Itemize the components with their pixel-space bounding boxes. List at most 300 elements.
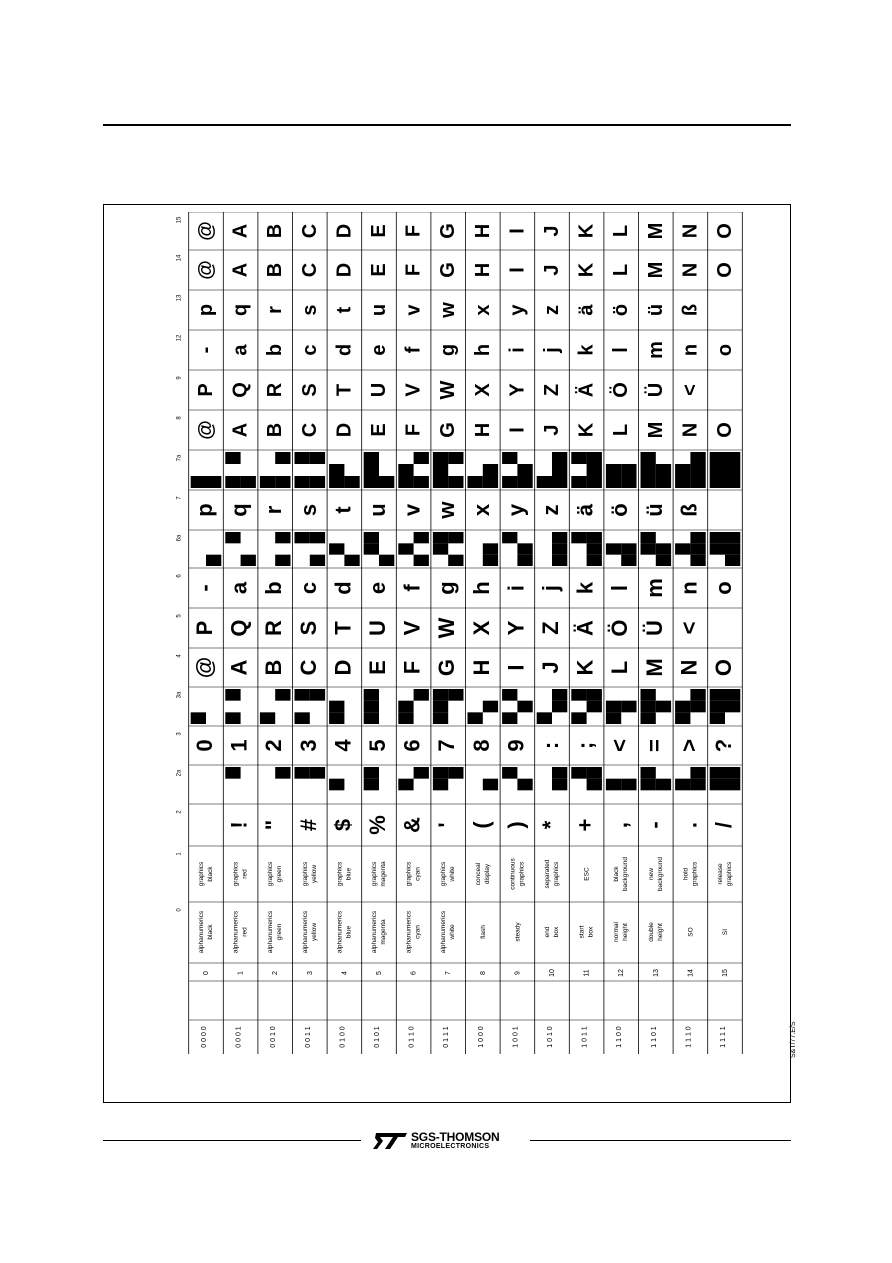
mosaic-block — [225, 532, 240, 543]
character-glyph: " — [261, 819, 287, 831]
mosaic-block — [552, 543, 567, 554]
character-glyph: H — [468, 659, 494, 676]
character-glyph: n — [676, 581, 702, 595]
mosaic-block — [587, 464, 602, 476]
character-glyph: / — [711, 821, 736, 829]
row-number: 2 — [272, 971, 280, 975]
alpha-control-label: box — [553, 926, 560, 938]
extended-glyph: D — [333, 262, 356, 278]
row-bits: 1 1 1 0 — [685, 1026, 693, 1048]
row-number: 8 — [479, 971, 487, 975]
mosaic-block — [656, 555, 671, 566]
mosaic-block — [191, 712, 206, 724]
mosaic-block — [690, 464, 705, 476]
mosaic-block — [710, 712, 725, 724]
mosaic-block — [398, 476, 413, 488]
mosaic-block — [414, 452, 429, 464]
character-glyph: Z — [538, 621, 563, 635]
alpha-control-label: double — [647, 922, 655, 942]
mosaic-block — [379, 555, 394, 566]
alpha-control-label: red — [241, 927, 249, 937]
character-glyph: D — [330, 659, 356, 676]
extended-glyph: L — [610, 263, 633, 277]
alpha-control-label: alphanumerics — [198, 910, 205, 954]
row-number: 10 — [549, 969, 556, 977]
character-glyph: g — [434, 581, 460, 595]
row-number: 4 — [341, 971, 349, 975]
mosaic-block — [587, 701, 602, 713]
character-glyph: O — [711, 658, 736, 677]
mosaic-block — [433, 767, 448, 779]
mosaic-block — [502, 532, 517, 543]
extended-glyph: F — [402, 224, 425, 238]
extended-glyph: C — [298, 223, 321, 239]
extended-glyph: N — [679, 422, 702, 438]
mosaic-block — [502, 476, 517, 488]
graphics-control-label: separated — [544, 859, 551, 889]
graphics-control-label: continuous — [509, 858, 517, 890]
character-glyph: S — [295, 620, 321, 636]
character-glyph: I — [503, 664, 529, 671]
character-glyph: q — [226, 503, 252, 517]
mosaic-block — [502, 452, 517, 464]
extended-glyph: Y — [506, 383, 529, 397]
character-glyph: K — [572, 659, 598, 676]
character-glyph: ß — [676, 503, 702, 517]
character-glyph: Ü — [641, 620, 667, 636]
mosaic-block — [606, 476, 621, 488]
mosaic-block — [433, 689, 448, 701]
mosaic-block — [606, 701, 621, 713]
mosaic-block — [502, 689, 517, 701]
mosaic-block — [517, 701, 532, 713]
character-glyph: t — [330, 506, 356, 514]
extended-glyph: I — [506, 267, 529, 273]
alpha-control-label: SO — [687, 927, 695, 937]
graphics-control-label: graphics — [691, 861, 699, 887]
character-glyph: Y — [503, 620, 529, 636]
extended-glyph: L — [610, 224, 633, 238]
character-glyph: m — [641, 578, 667, 598]
alpha-control-label: alphanumerics — [232, 910, 240, 954]
character-glyph: U — [365, 620, 390, 636]
mosaic-block — [552, 767, 567, 779]
extended-glyph: F — [402, 263, 425, 277]
company-logo — [373, 1129, 528, 1153]
mosaic-block — [468, 712, 483, 724]
mosaic-block — [725, 476, 740, 488]
extended-glyph: ö — [610, 303, 633, 317]
mosaic-block — [433, 532, 448, 543]
extended-glyph: Ö — [610, 382, 633, 398]
character-glyph: 0 — [192, 739, 217, 752]
row-bits: 1 0 1 0 — [547, 1026, 554, 1048]
extended-glyph: Ä — [575, 382, 598, 398]
mosaic-block — [295, 476, 310, 488]
alpha-control-label: end — [544, 926, 551, 938]
extended-glyph: Q — [229, 382, 252, 398]
mosaic-block — [552, 532, 567, 543]
mosaic-block — [710, 476, 725, 488]
alpha-control-label: alphanumerics — [267, 910, 275, 954]
row-bits: 0 0 0 1 — [235, 1026, 243, 1048]
extended-glyph: S — [298, 383, 321, 397]
mosaic-block — [433, 712, 448, 724]
alpha-control-label: alphanumerics — [336, 910, 344, 954]
mosaic-block — [690, 779, 705, 791]
character-glyph: ' — [434, 822, 460, 828]
mosaic-block — [552, 555, 567, 566]
extended-glyph: ß — [679, 303, 702, 317]
mosaic-block — [517, 555, 532, 566]
character-code-table — [140, 212, 752, 1054]
graphics-control-label: green — [276, 865, 284, 883]
character-glyph: Ö — [607, 619, 633, 637]
extended-glyph: O — [714, 422, 736, 438]
character-glyph: A — [226, 659, 252, 676]
mosaic-block — [537, 712, 552, 724]
column-number: 2a — [176, 769, 183, 777]
mosaic-block — [675, 543, 690, 554]
mosaic-block — [310, 767, 325, 779]
character-glyph: w — [434, 501, 460, 519]
character-glyph: T — [330, 621, 356, 635]
graphics-control-label: ESC — [583, 867, 591, 881]
mosaic-block — [329, 779, 344, 791]
column-number: 14 — [176, 254, 183, 262]
row-bits: 0 1 0 0 — [339, 1026, 347, 1048]
mosaic-block — [448, 476, 463, 488]
extended-glyph: P — [195, 383, 217, 397]
extended-glyph: C — [298, 262, 321, 278]
column-number: 13 — [176, 294, 183, 302]
mosaic-block — [690, 543, 705, 554]
character-glyph: - — [641, 821, 667, 829]
extended-glyph: m — [644, 341, 667, 359]
mosaic-block — [675, 476, 690, 488]
mosaic-block — [414, 767, 429, 779]
mosaic-block — [690, 532, 705, 543]
row-number: 6 — [410, 971, 418, 975]
character-glyph: ; — [572, 741, 598, 750]
row-number: 0 — [203, 971, 210, 975]
mosaic-block — [329, 464, 344, 476]
extended-glyph: Ü — [644, 382, 667, 398]
mosaic-block — [433, 701, 448, 713]
mosaic-block — [587, 779, 602, 791]
character-glyph: u — [365, 503, 390, 517]
mosaic-block — [344, 555, 359, 566]
extended-glyph: U — [368, 382, 390, 398]
alpha-control-label: green — [276, 923, 284, 941]
character-glyph: 1 — [226, 739, 252, 752]
mosaic-block — [448, 532, 463, 543]
mosaic-block — [502, 712, 517, 724]
extended-glyph: I — [506, 427, 529, 433]
extended-glyph: A — [229, 422, 252, 438]
mosaic-block — [621, 543, 636, 554]
character-glyph: a — [226, 581, 252, 595]
mosaic-block — [275, 532, 290, 543]
character-glyph: d — [330, 581, 356, 595]
character-glyph: # — [295, 818, 321, 832]
graphics-control-label: blue — [345, 867, 353, 881]
mosaic-block — [364, 712, 379, 724]
mosaic-block — [225, 712, 240, 724]
character-glyph: : — [538, 741, 563, 750]
character-glyph: = — [641, 739, 667, 752]
character-glyph: o — [711, 581, 736, 595]
mosaic-block — [587, 543, 602, 554]
extended-glyph: Z — [541, 383, 563, 397]
alpha-control-label: alphanumerics — [301, 910, 309, 954]
extended-glyph: y — [506, 304, 529, 316]
mosaic-block — [587, 476, 602, 488]
character-glyph: X — [468, 620, 494, 636]
character-glyph: j — [538, 584, 563, 592]
mosaic-block — [552, 689, 567, 701]
mosaic-block — [310, 452, 325, 464]
graphics-control-label: graphics — [198, 861, 205, 887]
row-number: 11 — [583, 969, 591, 977]
extended-glyph: @ — [195, 260, 217, 280]
mosaic-block — [725, 701, 740, 713]
mosaic-block — [587, 555, 602, 566]
extended-glyph: V — [402, 383, 425, 397]
mosaic-block — [295, 532, 310, 543]
column-number: 12 — [176, 334, 183, 342]
mosaic-block — [225, 452, 240, 464]
column-number: 7a — [176, 454, 183, 462]
extended-glyph: K — [575, 422, 598, 438]
extended-glyph: O — [714, 262, 736, 278]
character-glyph: k — [572, 581, 598, 595]
mosaic-block — [537, 476, 552, 488]
character-glyph: * — [538, 820, 563, 830]
alpha-control-label: height — [622, 923, 630, 941]
mosaic-block — [710, 464, 725, 476]
footer-rule-right — [530, 1140, 791, 1141]
column-number: 1 — [176, 852, 183, 856]
character-glyph: h — [468, 581, 494, 595]
mosaic-block — [621, 476, 636, 488]
mosaic-block — [710, 689, 725, 701]
mosaic-block — [725, 452, 740, 464]
extended-glyph: B — [264, 262, 287, 278]
extended-glyph: J — [541, 264, 563, 276]
extended-glyph: x — [471, 304, 494, 316]
mosaic-block — [448, 689, 463, 701]
extended-glyph: k — [575, 344, 598, 356]
mosaic-block — [448, 767, 463, 779]
character-glyph: p — [192, 503, 217, 517]
mosaic-block — [725, 555, 740, 566]
mosaic-block — [448, 452, 463, 464]
graphics-control-label: graphics — [301, 861, 309, 887]
extended-glyph: q — [229, 303, 252, 317]
mosaic-block — [295, 452, 310, 464]
extended-glyph: b — [264, 343, 287, 357]
row-number: 3 — [306, 971, 314, 975]
character-glyph: N — [676, 659, 702, 676]
mosaic-block — [310, 532, 325, 543]
mosaic-block — [587, 452, 602, 464]
mosaic-block — [364, 532, 379, 543]
mosaic-block — [690, 476, 705, 488]
mosaic-block — [310, 476, 325, 488]
alpha-control-label: flash — [479, 925, 487, 939]
row-number: 7 — [445, 971, 453, 975]
character-glyph: 4 — [330, 739, 356, 752]
header-rule — [103, 124, 791, 126]
character-glyph: i — [503, 584, 529, 592]
character-glyph: B — [261, 659, 287, 676]
extended-glyph: t — [333, 306, 356, 314]
mosaic-block — [191, 476, 206, 488]
alpha-control-label: box — [587, 926, 595, 938]
mosaic-block — [414, 476, 429, 488]
extended-glyph: G — [437, 422, 460, 438]
extended-glyph: R — [264, 382, 287, 398]
column-number: 8 — [176, 416, 183, 420]
mosaic-block — [641, 689, 656, 701]
character-glyph: M — [641, 658, 667, 677]
row-bits: 0 0 1 0 — [270, 1026, 278, 1048]
mosaic-block — [552, 476, 567, 488]
character-glyph: y — [503, 503, 529, 517]
graphics-control-label: graphics — [553, 861, 560, 887]
extended-glyph: @ — [195, 221, 217, 241]
extended-glyph: ü — [644, 303, 667, 317]
extended-glyph: E — [368, 224, 390, 238]
character-glyph: 9 — [503, 739, 529, 752]
mosaic-block — [606, 712, 621, 724]
row-bits: 1 0 0 1 — [512, 1026, 520, 1048]
character-glyph: + — [572, 818, 598, 832]
character-glyph: ? — [711, 738, 736, 753]
alpha-control-label: alphanumerics — [440, 910, 448, 954]
extended-glyph: K — [575, 223, 598, 239]
character-glyph: l — [607, 584, 633, 592]
mosaic-block — [641, 464, 656, 476]
mosaic-block — [571, 476, 586, 488]
mosaic-block — [295, 767, 310, 779]
extended-glyph: H — [471, 223, 494, 239]
character-glyph: b — [261, 581, 287, 595]
extended-glyph: T — [333, 383, 356, 397]
mosaic-block — [329, 701, 344, 713]
extended-glyph: z — [541, 305, 563, 315]
row-bits: 1 1 0 1 — [650, 1026, 658, 1048]
graphics-control-label: graphics — [267, 861, 275, 887]
mosaic-block — [656, 464, 671, 476]
mosaic-block — [725, 532, 740, 543]
character-glyph: < — [607, 739, 633, 752]
graphics-control-label: display — [483, 863, 491, 885]
mosaic-block — [641, 767, 656, 779]
extended-glyph: L — [610, 423, 633, 437]
row-bits: 1 1 0 0 — [616, 1026, 624, 1048]
mosaic-block — [641, 476, 656, 488]
column-number: 7 — [176, 496, 183, 500]
mosaic-block — [468, 476, 483, 488]
character-glyph: ä — [572, 503, 598, 517]
row-number: 15 — [722, 969, 729, 977]
mosaic-block — [364, 452, 379, 464]
column-number: 3a — [176, 691, 183, 699]
mosaic-block — [433, 464, 448, 476]
mosaic-block — [690, 689, 705, 701]
mosaic-block — [364, 464, 379, 476]
column-number: 0 — [176, 908, 183, 912]
mosaic-block — [398, 779, 413, 791]
extended-glyph: X — [471, 383, 494, 397]
mosaic-block — [364, 767, 379, 779]
extended-glyph: D — [333, 223, 356, 239]
mosaic-block — [502, 767, 517, 779]
extended-glyph: C — [298, 422, 321, 438]
character-glyph: C — [295, 659, 321, 676]
character-glyph: . — [676, 821, 702, 829]
mosaic-block — [275, 452, 290, 464]
extended-glyph: A — [229, 262, 252, 278]
mosaic-block — [483, 464, 498, 476]
mosaic-block — [641, 701, 656, 713]
row-bits: 0 1 1 1 — [443, 1026, 451, 1048]
mosaic-block — [398, 543, 413, 554]
mosaic-block — [675, 701, 690, 713]
mosaic-block — [710, 452, 725, 464]
column-number: 6a — [176, 534, 183, 542]
extended-glyph: G — [437, 262, 460, 278]
mosaic-block — [587, 689, 602, 701]
graphics-control-label: conceal — [474, 862, 482, 886]
mosaic-block — [587, 767, 602, 779]
character-glyph: & — [399, 817, 425, 833]
character-glyph: J — [538, 661, 563, 674]
mosaic-block — [641, 779, 656, 791]
graphics-control-label: black — [207, 866, 214, 882]
extended-glyph: e — [368, 344, 390, 356]
mosaic-block — [725, 689, 740, 701]
graphics-control-label: graphics — [440, 861, 448, 887]
extended-glyph: N — [679, 262, 702, 278]
row-number: 9 — [514, 971, 522, 975]
graphics-control-label: background — [622, 857, 630, 891]
extended-glyph: h — [471, 343, 494, 357]
extended-glyph: < — [679, 384, 702, 396]
mosaic-block — [483, 555, 498, 566]
mosaic-block — [656, 476, 671, 488]
extended-glyph: J — [541, 225, 563, 237]
mosaic-block — [483, 701, 498, 713]
character-glyph: e — [365, 581, 390, 595]
mosaic-block — [517, 779, 532, 791]
mosaic-block — [571, 689, 586, 701]
mosaic-block — [414, 689, 429, 701]
mosaic-block — [725, 464, 740, 476]
mosaic-block — [483, 543, 498, 554]
mosaic-block — [433, 452, 448, 464]
extended-glyph: N — [679, 223, 702, 239]
column-number: 4 — [176, 654, 183, 658]
mosaic-block — [329, 543, 344, 554]
column-number: 6 — [176, 574, 183, 578]
graphics-control-label: graphics — [518, 861, 526, 887]
extended-glyph: f — [402, 346, 425, 354]
extended-glyph: H — [471, 422, 494, 438]
row-number: 13 — [652, 969, 660, 977]
